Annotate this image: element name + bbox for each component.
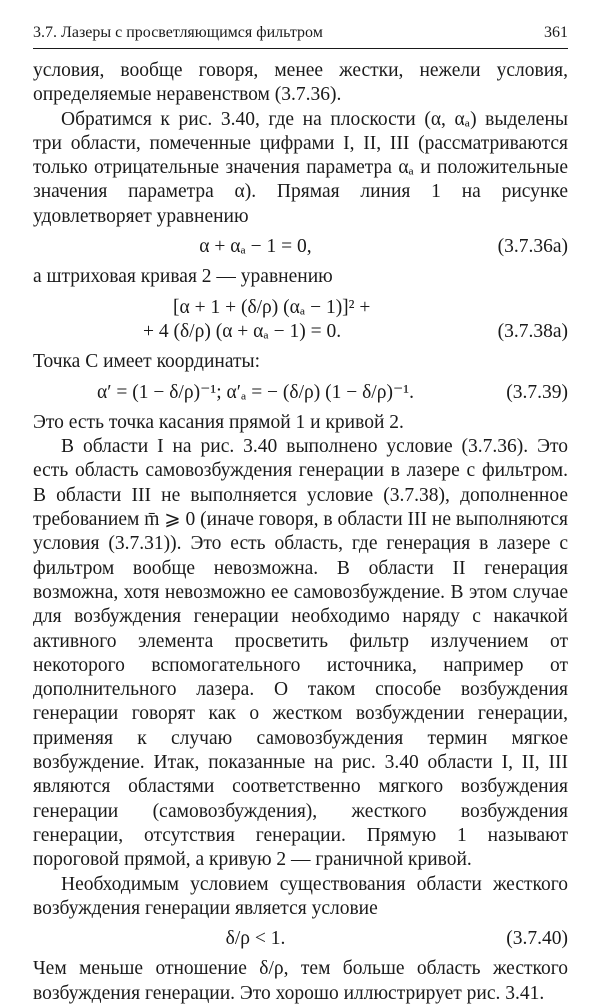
paragraph: условия, вообще говоря, менее жестки, нежели условия, определяемые неравенством (3.7.36). xyxy=(33,60,568,106)
page-body xyxy=(33,59,568,1006)
paragraph: Необходимым условием существования области жесткого возбуждения генерации является условие xyxy=(33,873,568,919)
paragraph: Обратимся к рис. 3.40, где на плоскости (α, αₐ) выделены три области, помеченные цифрами I, II, III (рассматриваются только отрицательные значения параметра αₐ и положительные значения параметра α). Прямая линия 1 на рисунке удовлетворяет уравнению xyxy=(33,108,568,227)
book-page xyxy=(33,24,568,1006)
equation-3-7-39 xyxy=(33,381,568,405)
equation-number: (3.7.40) xyxy=(506,928,568,950)
equation-line-1: [α + 1 + (δ/ρ) (αₐ − 1)]² + xyxy=(173,296,371,318)
paragraph: Чем меньше отношение δ/ρ, тем больше область жесткого возбуждения генерации. Это хорошо иллюстрирует рис. 3.41. xyxy=(33,958,568,1004)
section-title: 3.7. Лазеры с просветляющимся фильтром xyxy=(33,24,323,41)
equation-number: (3.7.39) xyxy=(506,381,568,403)
equation-expression: α + αₐ − 1 = 0, xyxy=(199,236,312,258)
equation-expression: δ/ρ < 1. xyxy=(225,928,286,950)
paragraph: Точка C имеет координаты: xyxy=(33,351,261,373)
paragraph: В области I на рис. 3.40 выполнено условие (3.7.36). Это есть область самовозбуждения генерации в лазере с фильтром. В области III не выполняется условие (3.7.38), дополненное требованием m̄ ⩾ 0 (иначе говоря, в области III не выполняются условия (3.7.31)). Это есть область, где генерация в лазере с фильтром вообще невозможна. В области II генерация возможна, хотя невозможно ее самовозбуждение. В этом случае для возбуждения генерации необходимо наряду с накачкой активного элемента просветить фильтр излучением от некоторого вспомогательного источника, например от дополнительного лазера. О таком способе возбуждения генерации говорят как о жестком возбуждении генерации, применяя к случаю самовозбуждения термин мягкое возбуждение. Итак, показанные на рис. 3.40 области I, II, III являются областями соответственно мягкого возбуждения генерации (самовозбуждения), жесткого возбуждения генерации, отсутствия генерации. Прямую 1 называют пороговой прямой, а кривую 2 — граничной кривой. xyxy=(33,436,568,871)
equation-expression: α′ = (1 − δ/ρ)⁻¹; α′ₐ = − (δ/ρ) (1 − δ/ρ)⁻¹. xyxy=(97,381,414,403)
equation-line-2: + 4 (δ/ρ) (α + αₐ − 1) = 0. xyxy=(143,320,342,342)
paragraph: а штриховая кривая 2 — уравнению xyxy=(33,266,333,288)
equation-number: (3.7.38а) xyxy=(497,320,568,342)
paragraph: Это есть точка касания прямой 1 и кривой 2. xyxy=(33,411,404,433)
running-header xyxy=(33,24,568,49)
equation-3-7-38a xyxy=(33,296,568,345)
equation-number: (3.7.36а) xyxy=(497,236,568,258)
equation-3-7-40 xyxy=(33,927,568,951)
page-number: 361 xyxy=(544,24,568,41)
equation-3-7-36a xyxy=(33,235,568,259)
